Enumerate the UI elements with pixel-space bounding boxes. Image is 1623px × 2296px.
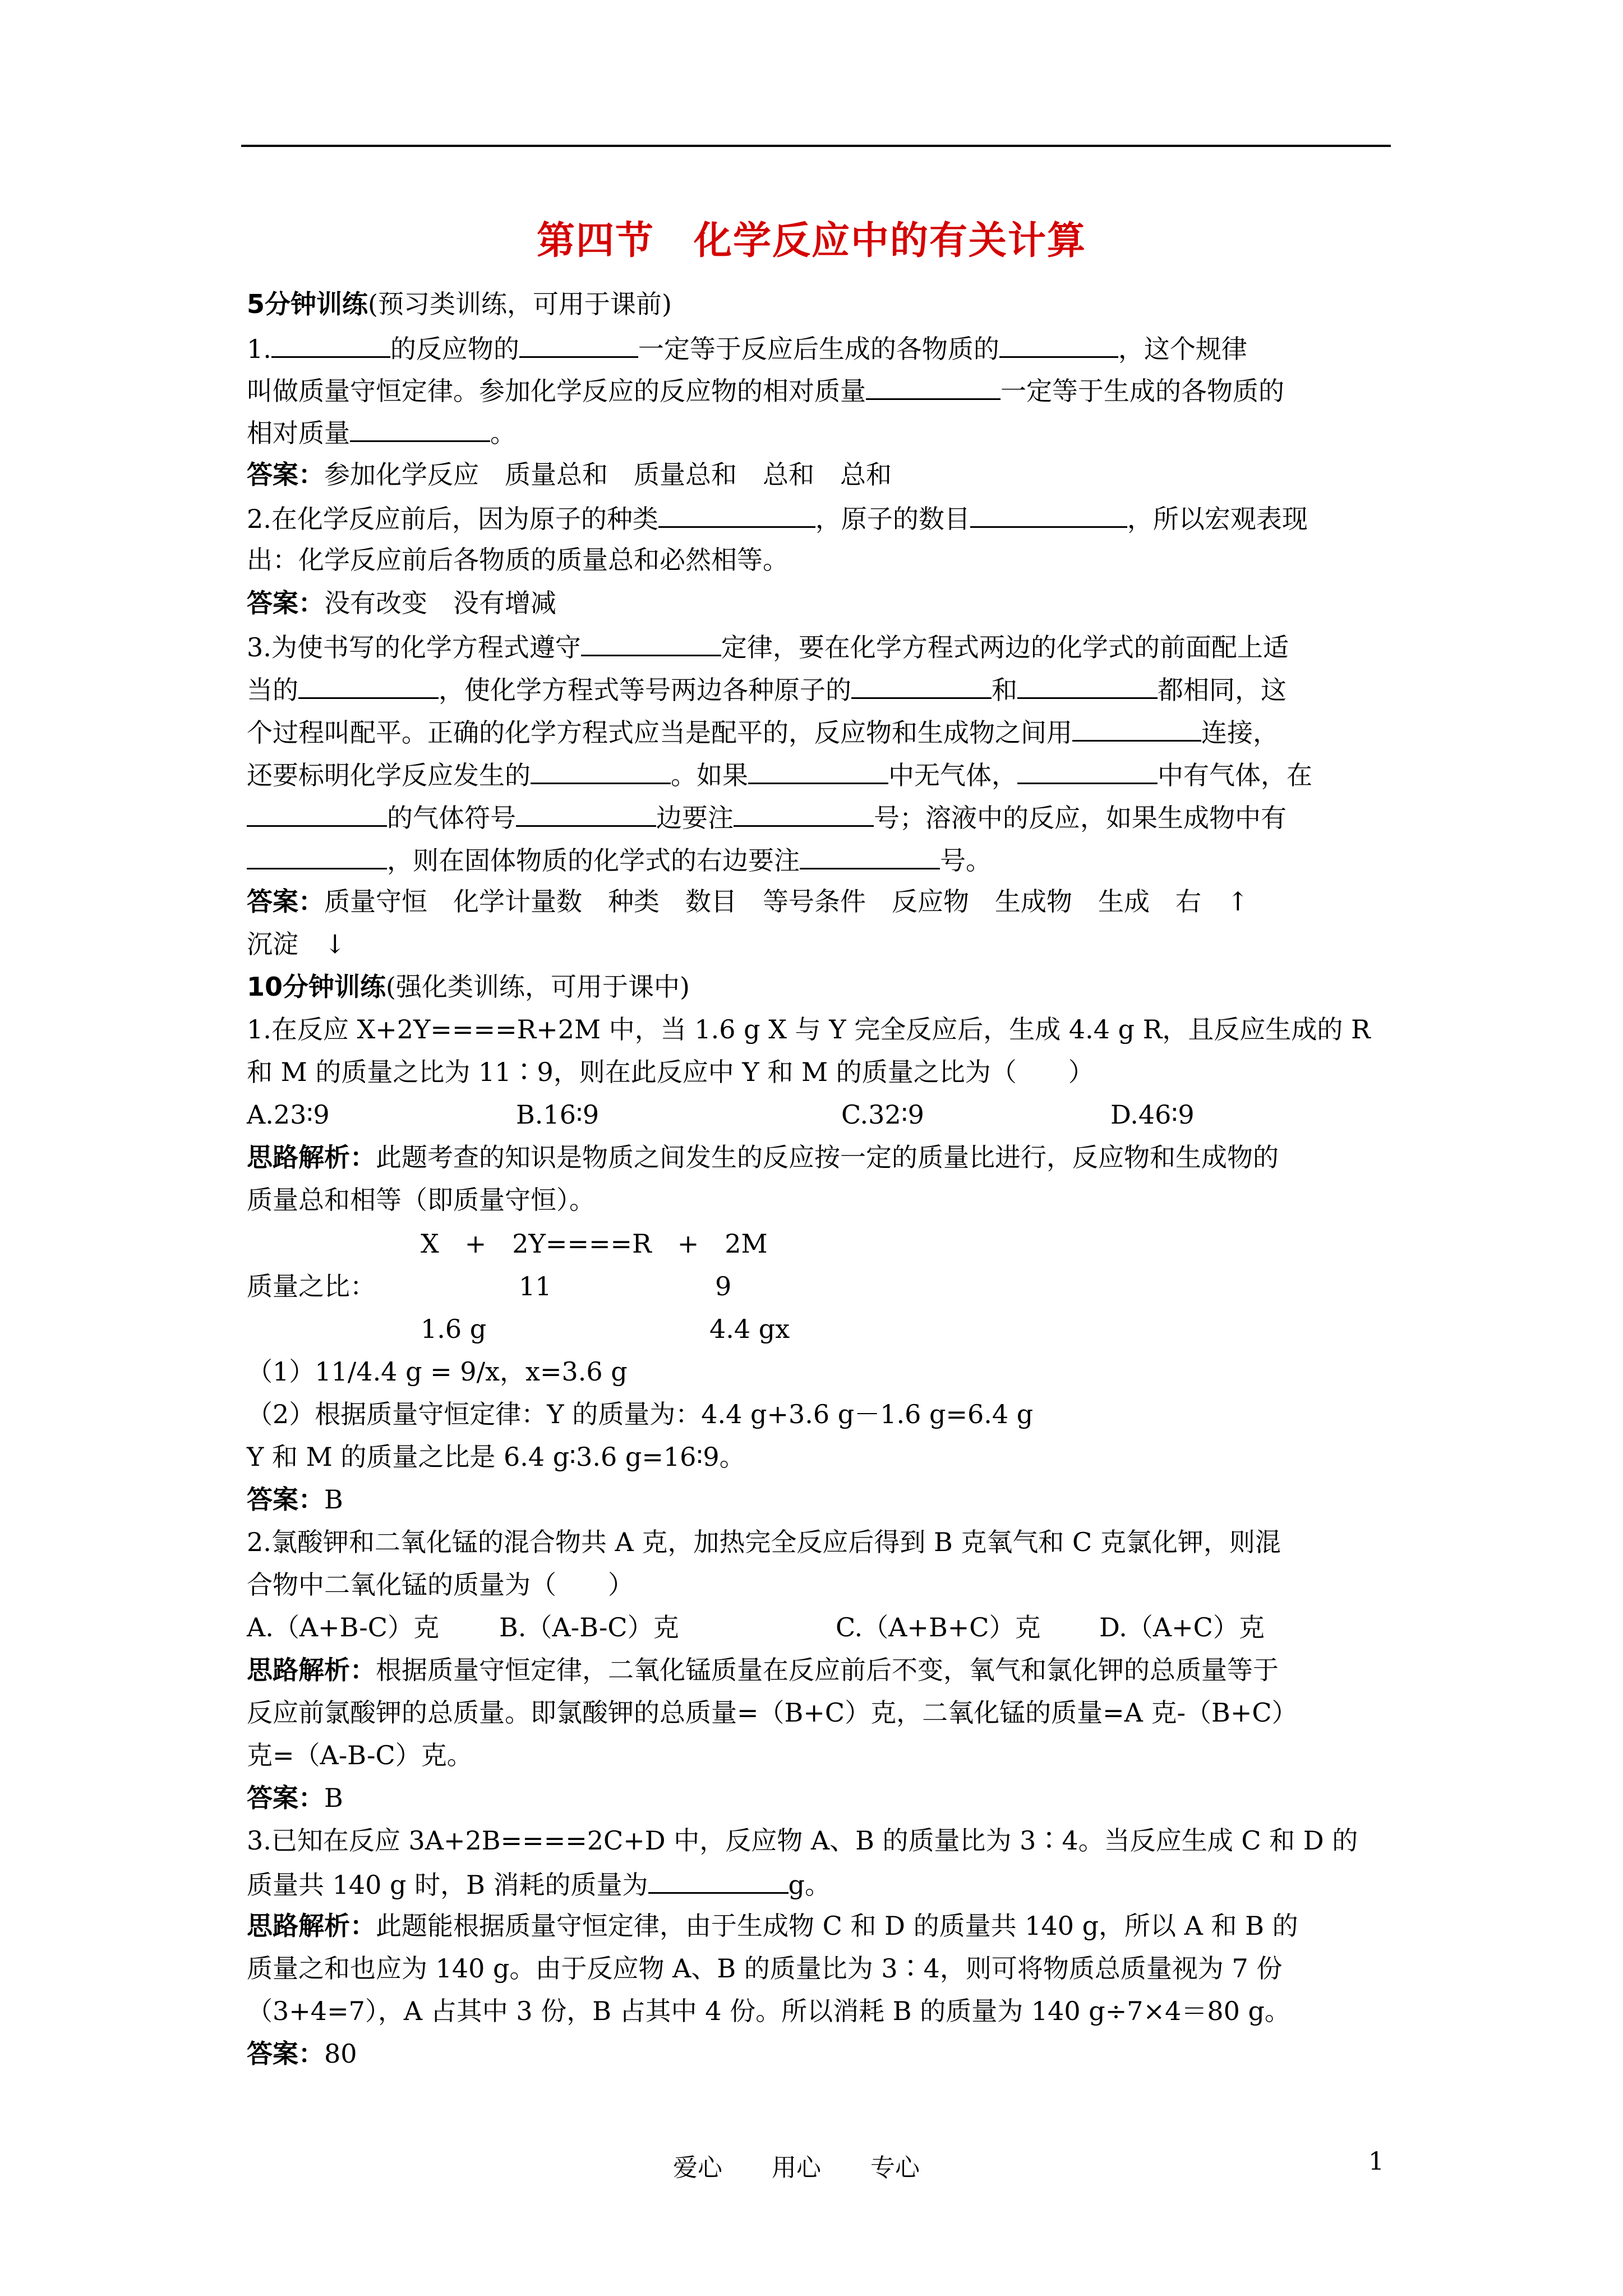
mass-r: 4.4 gx: [709, 1314, 790, 1344]
section-heading-5min: [247, 287, 672, 321]
text: 和: [992, 675, 1017, 705]
s2-question-2-line-2: 合物中二氧化锰的质量为（ ）: [247, 1570, 634, 1600]
question-3-line-4: [247, 757, 1312, 792]
answer-text: B: [324, 1783, 343, 1813]
text: 1.: [247, 334, 271, 364]
text: 定律，要在化学方程式两边的化学式的前面配上适: [721, 632, 1289, 662]
answer-text: 参加化学反应 质量总和 质量总和 总和 总和: [324, 459, 892, 490]
answer-text: 质量守恒 化学计量数 种类 数目 等号条件 反应物 生成物 生成 右 ↑: [324, 886, 1249, 917]
text: 当的: [247, 675, 298, 705]
analysis-label: 思路解析：: [247, 1142, 376, 1172]
fill-blank[interactable]: [1017, 757, 1158, 784]
question-3-line-6: [247, 842, 992, 877]
fill-blank[interactable]: [271, 330, 390, 358]
s2-q1-analysis-line-1: [247, 1140, 1279, 1174]
analysis-text: 根据质量守恒定律，二氧化锰质量在反应前后不变，氧气和氯化钾的总质量等于: [376, 1655, 1279, 1685]
question-1-line-2: [247, 372, 1284, 408]
option-b[interactable]: B.（A-B-C）克: [499, 1612, 679, 1642]
fill-blank[interactable]: [581, 629, 721, 656]
fill-blank[interactable]: [350, 415, 490, 442]
text: g。: [788, 1870, 831, 1900]
s2-q3-analysis-line-3: （3+4=7），A 占其中 3 份，B 占其中 4 份。所以消耗 B 的质量为 140 g÷7×4＝80 g。: [247, 1996, 1290, 2026]
answer-label: 答案：: [247, 459, 324, 490]
ratio-r: 11: [519, 1271, 552, 1301]
answer-3-line-2: 沉淀 ↓: [247, 929, 346, 959]
s2-q3-analysis-line-2: 质量之和也应为 140 g。由于反应物 A、B 的质量比为 3∶4，则可将物质总质量视为 7 份: [247, 1953, 1283, 1984]
text: 边要注: [656, 803, 734, 833]
text: 一定等于反应后生成的各物质的: [638, 334, 999, 364]
section-heading-10min: [247, 970, 690, 1004]
fill-blank[interactable]: [247, 799, 387, 827]
question-1-line-3: [247, 415, 516, 450]
option-b[interactable]: B.16∶9: [516, 1099, 600, 1130]
section-heading-note: (预习类训练，可用于课前): [368, 289, 672, 319]
answer-text: B: [324, 1484, 343, 1515]
s2-question-2-line-1: 2.氯酸钾和二氧化锰的混合物共 A 克，加热完全反应后得到 B 克氧气和 C 克氯化钾，则混: [247, 1527, 1281, 1557]
s2-q2-analysis-line-2: 反应前氯酸钾的总质量。即氯酸钾的总质量=（B+C）克，二氧化锰的质量=A 克-（B+C）: [247, 1697, 1298, 1728]
s2-answer-1: [247, 1483, 343, 1516]
mass-ratio-row: [247, 1269, 376, 1303]
fill-blank[interactable]: [519, 330, 638, 358]
option-a[interactable]: A.（A+B-C）克: [247, 1612, 440, 1642]
page-title: 第四节 化学反应中的有关计算: [536, 219, 1086, 263]
question-2-line-2: 出：化学反应前后各物质的质量总和必然相等。: [247, 545, 789, 575]
answer-1: [247, 458, 892, 491]
answer-text: 80: [324, 2039, 357, 2069]
analysis-label: 思路解析：: [247, 1655, 376, 1685]
text: 中有气体，在: [1158, 760, 1312, 790]
answer-3-line-1: [247, 885, 1249, 918]
text: ，使化学方程式等号两边各种原子的: [439, 675, 851, 705]
text: 叫做质量守恒定律。参加化学反应的反应物的相对质量: [247, 376, 866, 406]
text: ，原子的数目: [815, 504, 970, 534]
section-heading-note: (强化类训练，可用于课中): [386, 972, 690, 1002]
text: ，这个规律: [1118, 334, 1247, 364]
fill-blank[interactable]: [734, 799, 874, 827]
text: 的气体符号: [387, 803, 516, 833]
question-1-line-1: [247, 330, 1247, 366]
text: 相对质量: [247, 418, 350, 448]
question-3-line-3: [247, 714, 1279, 749]
section-heading-bold: 10分钟训练: [247, 972, 386, 1002]
question-3-line-2: [247, 671, 1287, 707]
answer-text: 没有改变 没有增减: [324, 588, 556, 618]
s2-q1-analysis-line-2: 质量总和相等（即质量守恒）。: [247, 1185, 595, 1215]
fill-blank[interactable]: [516, 799, 656, 827]
fill-blank[interactable]: [298, 671, 439, 699]
fill-blank[interactable]: [531, 757, 671, 784]
text: 号；溶液中的反应，如果生成物中有: [874, 803, 1287, 833]
s2-question-3-line-1: 3.已知在反应 3A+2B====2C+D 中，反应物 A、B 的质量比为 3∶4。当反应生成 C 和 D 的: [247, 1825, 1358, 1856]
s2-answer-3: [247, 2037, 357, 2070]
fill-blank[interactable]: [1017, 671, 1158, 699]
page-number: 1: [1368, 2147, 1384, 2176]
answer-label: 答案：: [247, 886, 324, 917]
s2-question-1-line-2: 和 M 的质量之比为 11∶9，则在此反应中 Y 和 M 的质量之比为（ ）: [247, 1057, 1094, 1087]
answer-2: [247, 586, 556, 620]
text: 质量共 140 g 时，B 消耗的质量为: [247, 1870, 648, 1900]
text: ，则在固体物质的化学式的右边要注: [387, 845, 800, 876]
answer-label: 答案：: [247, 1783, 324, 1813]
option-d[interactable]: D.（A+C）克: [1099, 1612, 1265, 1642]
fill-blank[interactable]: [1072, 714, 1201, 742]
s2-question-3-line-2: [247, 1866, 831, 1902]
text: 中无气体，: [888, 760, 1017, 790]
mass-x: 1.6 g: [421, 1314, 487, 1344]
analysis-text: 此题能根据质量守恒定律，由于生成物 C 和 D 的质量共 140 g，所以 A 和 B 的: [376, 1911, 1298, 1941]
ratio-label: 质量之比：: [247, 1271, 376, 1301]
footer-motto: 爱心 用心 专心: [673, 2154, 920, 2182]
fill-blank[interactable]: [999, 330, 1118, 358]
s2-q2-analysis-line-3: 克=（A-B-C）克。: [247, 1740, 473, 1770]
answer-label: 答案：: [247, 1484, 324, 1515]
option-d[interactable]: D.46∶9: [1110, 1099, 1195, 1130]
solution-step-2: （2）根据质量守恒定律：Y 的质量为：4.4 g+3.6 g－1.6 g=6.4 g: [247, 1399, 1034, 1429]
text: ，所以宏观表现: [1127, 504, 1308, 534]
fill-blank[interactable]: [970, 500, 1127, 528]
solution-step-3: Y 和 M 的质量之比是 6.4 g∶3.6 g=16∶9。: [247, 1442, 745, 1472]
text: 。如果: [671, 760, 748, 790]
s2-q3-analysis-line-1: [247, 1909, 1298, 1943]
text: 。: [490, 418, 516, 448]
text: 都相同，这: [1158, 675, 1287, 705]
text: 的反应物的: [390, 334, 519, 364]
fill-blank[interactable]: [658, 500, 815, 528]
option-c[interactable]: C.（A+B+C）克: [836, 1612, 1041, 1642]
question-2-line-1: [247, 500, 1308, 536]
fill-blank[interactable]: [851, 671, 992, 699]
text: 个过程叫配平。正确的化学方程式应当是配平的，反应物和生成物之间用: [247, 717, 1072, 748]
s2-question-2-options: [247, 1611, 1265, 1644]
s2-answer-2: [247, 1781, 343, 1815]
solution-step-1: （1）11/4.4 g = 9/x，x=3.6 g: [247, 1356, 628, 1387]
answer-label: 答案：: [247, 588, 324, 618]
fill-blank[interactable]: [748, 757, 888, 784]
header-rule: [241, 145, 1391, 147]
question-3-line-1: [247, 629, 1289, 664]
fill-blank[interactable]: [800, 842, 940, 869]
fill-blank[interactable]: [866, 372, 1000, 400]
text: 3.为使书写的化学方程式遵守: [247, 632, 581, 662]
text: 2.在化学反应前后，因为原子的种类: [247, 504, 658, 534]
question-3-line-5: [247, 799, 1287, 835]
answer-label: 答案：: [247, 2039, 324, 2069]
text: 号。: [940, 845, 992, 876]
reaction-equation: X + 2Y====R + 2M: [421, 1228, 768, 1259]
option-a[interactable]: A.23∶9: [247, 1099, 330, 1130]
section-heading-bold: 5分钟训练: [247, 289, 368, 319]
s2-question-1-options: [247, 1098, 1195, 1131]
text: 还要标明化学反应发生的: [247, 760, 531, 790]
ratio-m: 9: [715, 1271, 732, 1301]
fill-blank[interactable]: [648, 1866, 789, 1894]
text: 连接，: [1201, 717, 1279, 748]
option-c[interactable]: C.32∶9: [841, 1099, 924, 1130]
s2-question-1-line-1: 1.在反应 X+2Y====R+2M 中，当 1.6 g X 与 Y 完全反应后，生成 4.4 g R，且反应生成的 R: [247, 1014, 1371, 1045]
s2-q2-analysis-line-1: [247, 1653, 1279, 1687]
analysis-text: 此题考查的知识是物质之间发生的反应按一定的质量比进行，反应物和生成物的: [376, 1142, 1279, 1172]
analysis-label: 思路解析：: [247, 1911, 376, 1941]
fill-blank[interactable]: [247, 842, 387, 869]
text: 一定等于生成的各物质的: [1000, 376, 1284, 406]
